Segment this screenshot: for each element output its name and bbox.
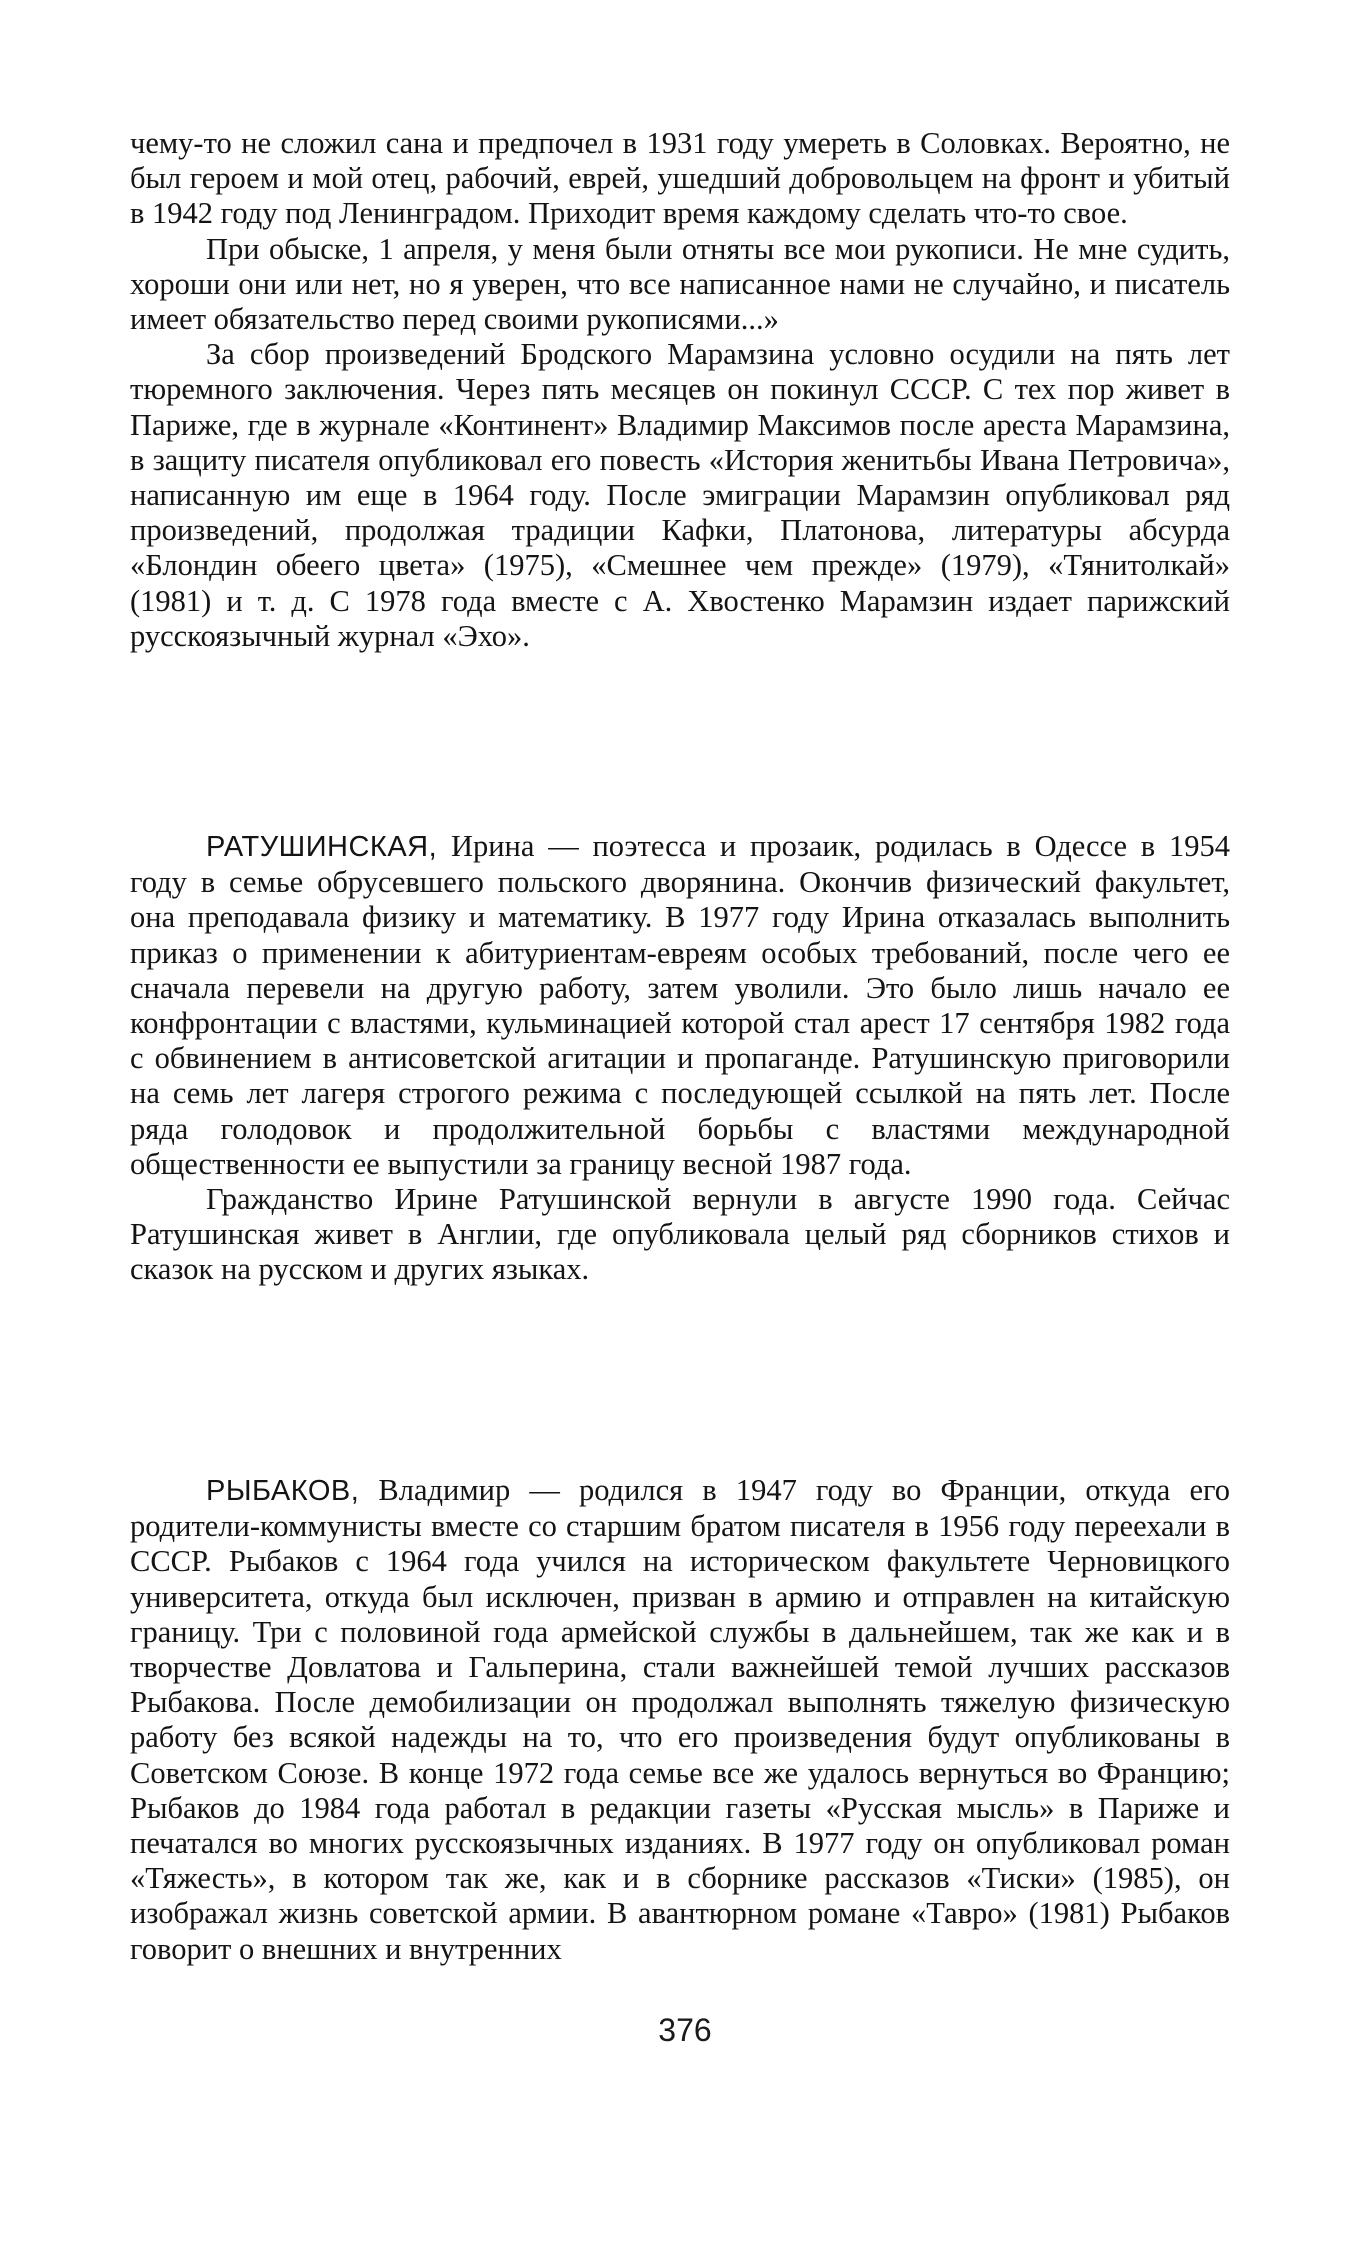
paragraph: Гражданство Ирине Ратушинской вернули в августе 1990 года. Сейчас Ратушинская живет в Англии, где опубликовала целый ряд сборников стихов и сказок на русском и других языках. bbox=[130, 1182, 1230, 1287]
marazmin-entry-continuation bbox=[130, 126, 1230, 654]
rybakov-entry bbox=[130, 1473, 1230, 1967]
entry-lead-text: Владимир — родился в 1947 году во Франции, откуда его родители-коммунисты вместе со старшим братом писателя в 1956 году переехали в СССР. Рыбаков с 1964 года учился на историческом факультете Черновицкого университета, откуда был исключен, призван в армию и отправлен на китайскую границу. Три с половиной года армейской службы в дальнейшем, так же как и в творчестве Довлатова и Гальперина, стали важнейшей темой лучших рассказов Рыбакова. После демобилизации он продолжал выполнять тяжелую физическую работу без всякой надежды на то, что его произведения будут опубликованы в Советском Союзе. В конце 1972 года семье все же удалось вернуться во Францию; Рыбаков до 1984 года работал в редакции газеты «Русская мысль» в Париже и печатался во многих русскоязычных изданиях. В 1977 году он опубликовал роман «Тяжесть», в котором так же, как и в сборнике рассказов «Тиски» (1985), он изображал жизнь советской армии. В авантюрном романе «Тавро» (1981) Рыбаков говорит о внешних и внутренних bbox=[130, 1473, 1230, 1966]
entry-name: РАТУШИНСКАЯ, bbox=[206, 831, 438, 863]
entry-lead-text: Ирина — поэтесса и прозаик, родилась в Одессе в 1954 году в семье обрусевшего польского дворянина. Окончив физический факультет, она преподавала физику и математику. В 1977 году Ирина отказалась выполнить приказ о применении к абитуриентам-евреям особых требований, после чего ее сначала перевели на другую работу, затем уволили. Это было лишь начало ее конфронтации с властями, кульминацией которой стал арест 17 сентября 1982 года с обвинением в антисоветской агитации и пропаганде. Ратушинскую приговорили на семь лет лагеря строгого режима с последующей ссылкой на пять лет. После ряда голодовок и продолжительной борьбы с властями международной общественности ее выпустили за границу весной 1987 года. bbox=[130, 829, 1230, 1181]
paragraph: При обыске, 1 апреля, у меня были отняты все мои рукописи. Не мне судить, хороши они или нет, но я уверен, что все написанное нами не случайно, и писатель имеет обязательство перед своими рукописями...» bbox=[130, 231, 1230, 337]
ratushinskaya-entry bbox=[130, 829, 1230, 1288]
entry-lead-paragraph bbox=[130, 1473, 1230, 1967]
paragraph: чему-то не сложил сана и предпочел в 1931 году умереть в Соловках. Вероятно, не был героем и мой отец, рабочий, еврей, ушедший добровольцем на фронт и убитый в 1942 году под Ленинградом. Приходит время каждому сделать что-то свое. bbox=[130, 126, 1230, 231]
paragraph: За сбор произведений Бродского Марамзина условно осудили на пять лет тюремного заключения. Через пять месяцев он покинул СССР. С тех пор живет в Париже, где в журнале «Континент» Владимир Максимов после ареста Марамзина, в защиту писателя опубликовал его повесть «История женитьбы Ивана Петровича», написанную им еще в 1964 году. После эмиграции Марамзин опубликовал ряд произведений, продолжая традиции Кафки, Платонова, литературы абсурда «Блондин обеего цвета» (1975), «Смешнее чем прежде» (1979), «Тянитолкай» (1981) и т. д. С 1978 года вместе с А. Хвостенко Марамзин издает парижский русскоязычный журнал «Эхо». bbox=[130, 337, 1230, 653]
page-number: 376 bbox=[658, 2012, 712, 2048]
entry-name: РЫБАКОВ, bbox=[206, 1475, 360, 1507]
entry-lead-paragraph bbox=[130, 829, 1230, 1182]
